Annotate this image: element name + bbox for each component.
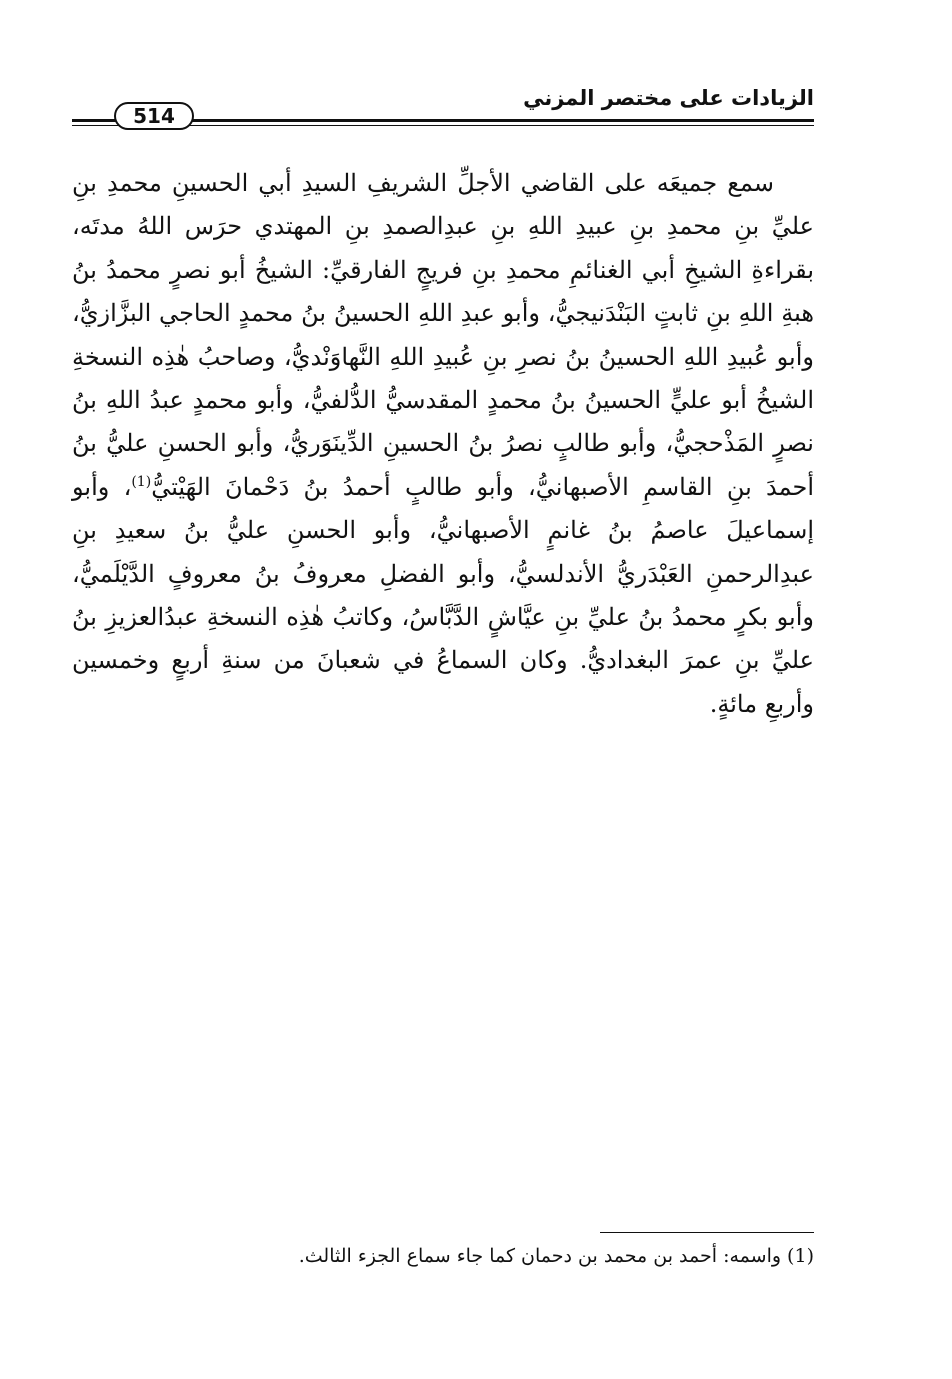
page-number-frame	[114, 102, 194, 130]
running-title: الزيادات على مختصر المزني	[523, 86, 814, 110]
footnote-separator	[600, 1232, 814, 1233]
footnote-reference[interactable]: (1)	[131, 473, 152, 490]
main-text	[72, 162, 814, 726]
paragraph-part-1: سمع جميعَه على القاضي الأجلِّ الشريفِ السيدِ أبي الحسينِ محمدِ بنِ عليِّ بنِ محمدِ بنِ عبيدِ اللهِ بنِ عبدِالصمدِ بنِ المهتدي حرَس اللهُ مدتَه، بقراءةِ الشيخِ أبي الغنائمِ محمدِ بنِ فريجٍ الفارقيِّ: الشيخُ أبو نصرٍ محمدُ بنُ هبةِ اللهِ بنِ ثابتٍ البَنْدَنيجيُّ، وأبو عبدِ اللهِ الحسينُ بنُ محمدٍ الحاجي البزَّازيُّ، وأبو عُبيدِ اللهِ الحسينُ بنُ نصرِ بنِ عُبيدِ اللهِ النَّهاوَنْديُّ، وصاحبُ هٰذِه النسخةِ الشيخُ أبو عليٍّ الحسينُ بنُ محمدٍ المقدسيُّ الدُّلفيُّ، وأبو محمدٍ عبدُ اللهِ بنُ نصرٍ المَذْحجيُّ، وأبو طالبٍ نصرُ بنُ الحسينِ الدِّينَوَريُّ، وأبو الحسنِ عليُّ بنُ أحمدَ بنِ القاسمِ الأصبهانيُّ، وأبو طالبٍ أحمدُ بنُ دَحْمانَ الهَيْتيُّ	[72, 169, 814, 501]
main-paragraph	[72, 162, 814, 726]
footnote: (1) واسمه: أحمد بن محمد بن دحمان كما جاء سماع الجزء الثالث.	[298, 1245, 814, 1267]
page-header	[72, 82, 814, 132]
paragraph-part-2: ، وأبو إسماعيلَ عاصمُ بنُ غانمٍ الأصبهانيُّ، وأبو الحسنِ عليُّ بنُ سعيدِ بنِ عبدِالرحمنِ العَبْدَريُّ الأندلسيُّ، وأبو الفضلِ معروفُ بنُ معروفٍ الدَّيْلَميُّ، وأبو بكرٍ محمدُ بنُ عليِّ بنِ عيَّاشٍ الدَّبَّاسُ، وكاتبُ هٰذِه النسخةِ عبدُالعزيزِ بنُ عليِّ بنِ عمرَ البغداديُّ. وكان السماعُ في شعبانَ من سنةِ أربعٍ وخمسين وأربعِ مائةٍ.	[72, 472, 814, 718]
page-number: 514	[133, 104, 175, 128]
